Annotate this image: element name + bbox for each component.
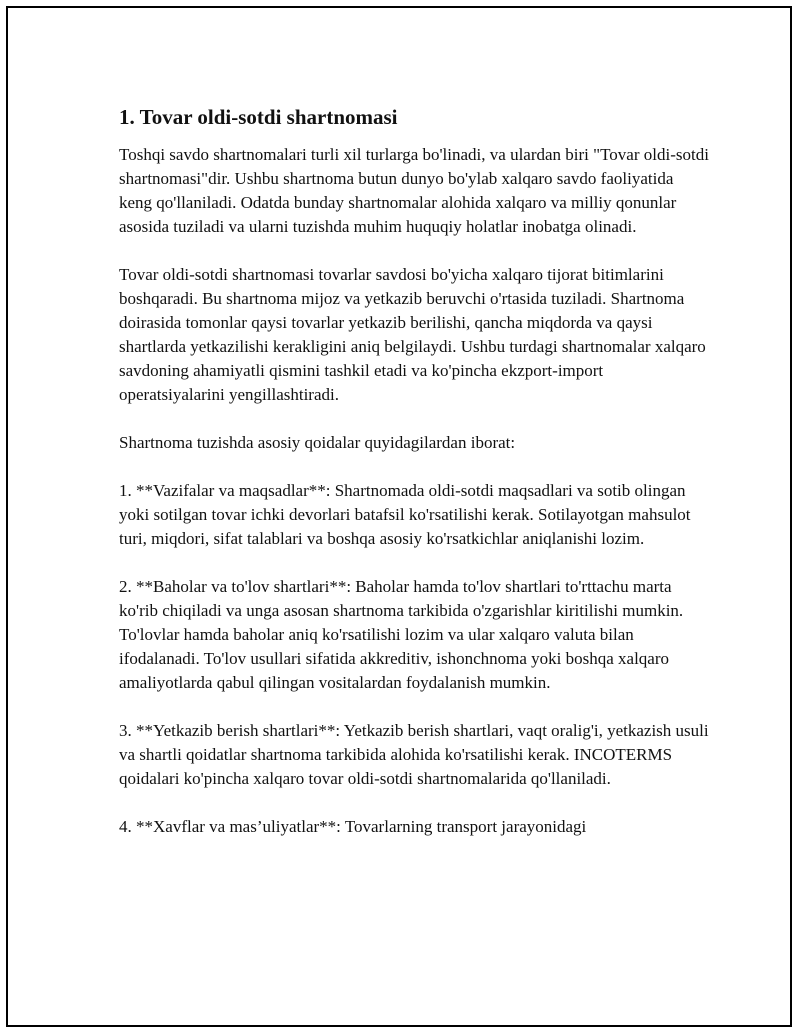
paragraph-rules-intro: Shartnoma tuzishda asosiy qoidalar quyidagilardan iborat:	[119, 433, 516, 452]
paragraph-rule-4: 4. **Xavflar va mas’uliyatlar**: Tovarlarning transport jarayonidagi	[119, 817, 587, 836]
page-frame	[6, 6, 792, 1027]
paragraph-rule-3: 3. **Yetkazib berish shartlari**: Yetkazib berish shartlari, vaqt oralig'i, yetkazish usuli va shartli qoidatlar shartnoma tarkibida alohida ko'rsatilishi kerak. INCOTERMS qoidalari ko'pincha xalqaro tovar oldi-sotdi shartnomalarida qo'llaniladi.	[119, 721, 709, 788]
paragraph-rule-2: 2. **Baholar va to'lov shartlari**: Baholar hamda to'lov shartlari to'rttachu marta ko'rib chiqiladi va unga asosan shartnoma tarkibida o'zgarishlar kiritilishi mumkin. To'lovlar hamda baholar aniq ko'rsatilishi lozim va ular xalqaro valuta bilan ifodalanadi. To'lov usullari sifatida akkreditiv, ishonchnoma yoki boshqa xalqaro amaliyotlarda qabul qilingan vositalardan foydalanish mumkin.	[119, 577, 684, 692]
paragraph-intro: Toshqi savdo shartnomalari turli xil turlarga bo'linadi, va ulardan biri "Tovar oldi-sotdi shartnomasi"dir. Ushbu shartnoma butun dunyo bo'ylab xalqaro savdo faoliyatida keng qo'llaniladi. Odatda bunday shartnomalar alohida xalqaro va milliy qonunlar asosida tuziladi va ularni tuzishda muhim huquqiy holatlar inobatga olinadi.	[119, 145, 709, 236]
document-heading: 1. Tovar oldi-sotdi shartnomasi	[119, 105, 398, 129]
document-body	[119, 103, 709, 863]
paragraph-definition: Tovar oldi-sotdi shartnomasi tovarlar savdosi bo'yicha xalqaro tijorat bitimlarini boshqaradi. Bu shartnoma mijoz va yetkazib beruvchi o'rtasida tuziladi. Shartnoma doirasida tomonlar qaysi tovarlar yetkazib berilishi, qancha miqdorda va qaysi shartlarda yetkazilishi kerakligini aniq belgilaydi. Ushbu turdagi shartnomalar xalqaro savdoning ahamiyatli qismini tashkil etadi va ko'pincha ekzport-import operatsiyalarini yengillashtiradi.	[119, 265, 706, 404]
paragraph-rule-1: 1. **Vazifalar va maqsadlar**: Shartnomada oldi-sotdi maqsadlari va sotib olingan yoki sotilgan tovar ichki devorlari batafsil ko'rsatilishi kerak. Sotilayotgan mahsulot turi, miqdori, sifat talablari va boshqa asosiy ko'rsatkichlar aniqlanishi lozim.	[119, 481, 691, 548]
